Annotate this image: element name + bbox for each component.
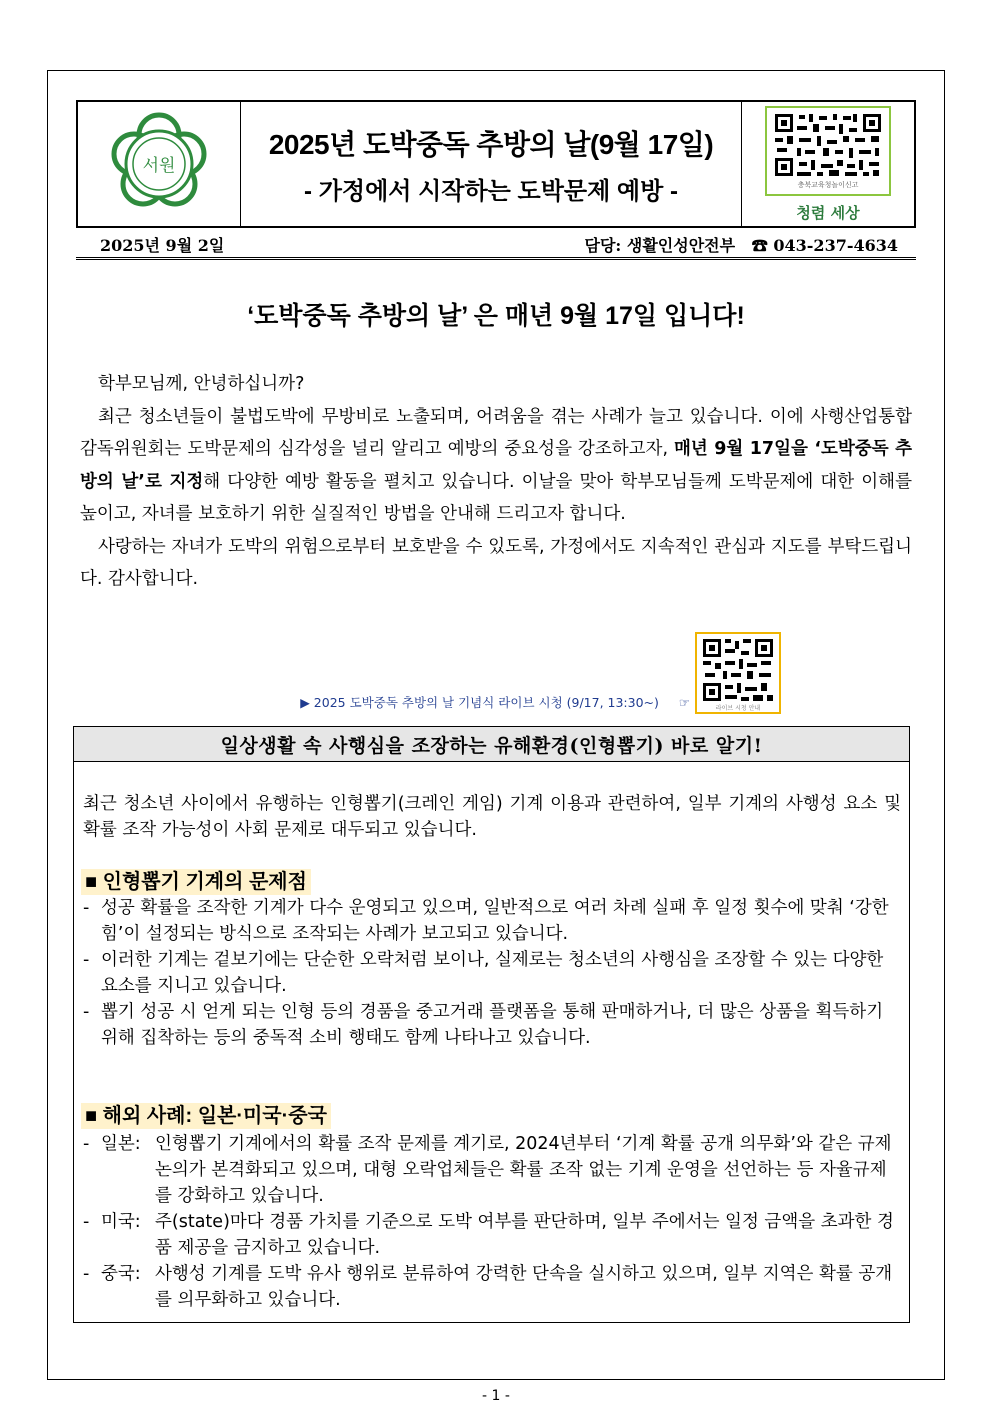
- logo-text: 서원: [142, 156, 176, 176]
- page-subtitle: - 가정에서 시작하는 도박문제 예방 -: [304, 177, 678, 205]
- school-logo: [78, 102, 241, 226]
- headline: ‘도박중독 추방의 날’ 은 매년 9월 17일 입니다!: [247, 302, 745, 330]
- greeting: 학부모님께, 안녕하십니까?: [98, 374, 305, 394]
- title-block: [241, 102, 742, 226]
- letter-paragraph-1: [80, 401, 912, 531]
- list-item: - 이러한 기계는 겉보기에는 단순한 오락처럼 보이나, 실제로는 청소년의 사행심을 조장할 수 있는 다양한 요소를 지니고 있습니다.: [83, 947, 903, 999]
- section-problems-heading: ■ 인형뽑기 기계의 문제점: [81, 869, 311, 895]
- contact-info: [584, 233, 916, 256]
- pointer-icon: ☞: [678, 695, 690, 710]
- p1-emphasis: 매년 9월 17일을 ‘도박중독 추방의 날’로 지정: [80, 439, 912, 492]
- report-qr-frame[interactable]: [765, 106, 891, 196]
- problem-text: 뽑기 성공 시 얻게 되는 인형 등의 경품을 중고거래 플랫폼을 통해 판매하거나, 더 많은 상품을 획득하기 위해 집착하는 등의 중독적 소비 행태도 함께 나타나고 있습니다.: [101, 1002, 884, 1048]
- header-qr-block: [742, 102, 914, 226]
- info-box: [73, 726, 910, 1323]
- country-text: 주(state)마다 경품 가치를 기준으로 도박 여부를 판단하며, 일부 주에서는 일정 금액을 초과한 경품 제공을 금지하고 있습니다.: [155, 1212, 894, 1258]
- department: 담당: 생활인성안전부: [584, 236, 736, 255]
- live-qr-code-icon: [701, 637, 775, 703]
- list-item: - 중국: 사행성 기계를 도박 유사 행위로 분류하여 강력한 단속을 실시하고 있으며, 일부 지역은 확률 공개를 의무화하고 있습니다.: [83, 1261, 903, 1313]
- live-stream-link[interactable]: [0, 693, 690, 711]
- school-emblem-icon: [94, 109, 224, 219]
- list-item: - 성공 확률을 조작한 기계가 다수 운영되고 있으며, 일반적으로 여러 차례 실패 후 일정 횟수에 맞춰 ‘강한 힘’이 설정되는 방식으로 조작되는 사례가 보고되고 있습니다.: [83, 895, 903, 947]
- page-title: 2025년 도박중독 추방의 날(9월 17일): [268, 128, 714, 160]
- list-item: - 뽑기 성공 시 얻게 되는 인형 등의 경품을 중고거래 플랫폼을 통해 판매하거나, 더 많은 상품을 획득하기 위해 집착하는 등의 중독적 소비 행태도 함께 나타나고 있습니다.: [83, 999, 903, 1051]
- qr-caption: 충북교육청놀이신고: [797, 180, 859, 189]
- country-label: 중국:: [101, 1264, 141, 1284]
- phone-icon: ☎: [751, 236, 768, 255]
- info-intro: 최근 청소년 사이에서 유행하는 인형뽑기(크레인 게임) 기계 이용과 관련하여, 일부 기계의 사행성 요소 및 확률 조작 가능성이 사회 문제로 대두되고 있습니다.: [83, 794, 901, 840]
- p1-text-a: 최근 청소년들이 불법도박에 무방비로 노출되며, 어려움을 겪는 사례가 늘고 있습니다. 이에 사행산업통합감독위원회는 도박문제의 심각성을 널리 알리고 예방의 중요성을 강조하고자,: [80, 406, 912, 459]
- overseas-list: [83, 1131, 903, 1313]
- live-qr-frame[interactable]: [695, 632, 781, 714]
- country-label: 미국:: [101, 1212, 141, 1232]
- problem-text: 이러한 기계는 겉보기에는 단순한 오락처럼 보이나, 실제로는 청소년의 사행심을 조장할 수 있는 다양한 요소를 지니고 있습니다.: [101, 950, 884, 996]
- problems-list: [83, 895, 903, 1051]
- country-label: 일본:: [101, 1134, 141, 1154]
- letter-body: [80, 368, 912, 596]
- live-qr-caption: 라이브 시청 안내: [715, 705, 761, 712]
- page-number: - 1 -: [482, 1388, 510, 1404]
- live-stream-text: ▶ 2025 도박중독 추방의 날 기념식 라이브 시청 (9/17, 13:30~): [300, 695, 659, 710]
- country-text: 사행성 기계를 도박 유사 행위로 분류하여 강력한 단속을 실시하고 있으며, 일부 지역은 확률 공개를 의무화하고 있습니다.: [155, 1264, 893, 1310]
- country-text: 인형뽑기 기계에서의 확률 조작 문제를 계기로, 2024년부터 ‘기계 확률 공개 의무화’와 같은 규제 논의가 본격화되고 있으며, 대형 오락업체들은 확률 조작 없는 기계 운영을 선언하는 등 자율규제를 강화하고 있습니다.: [155, 1134, 892, 1206]
- info-title: 일상생활 속 사행심을 조장하는 유해환경(인형뽑기) 바로 알기!: [74, 727, 909, 762]
- qr-code-icon: [773, 112, 883, 178]
- section-overseas-heading: ■ 해외 사례: 일본·미국·중국: [81, 1103, 331, 1129]
- brand-text: 청렴 세상: [796, 203, 860, 222]
- list-item: - 일본: 인형뽑기 기계에서의 확률 조작 문제를 계기로, 2024년부터 ‘기계 확률 공개 의무화’와 같은 규제 논의가 본격화되고 있으며, 대형 오락업체들은 확률 조작 없는 기계 운영을 선언하는 등 자율규제를 강화하고 있습니다.: [83, 1131, 903, 1209]
- phone-number: 043-237-4634: [773, 236, 898, 255]
- list-item: - 미국: 주(state)마다 경품 가치를 기준으로 도박 여부를 판단하며, 일부 주에서는 일정 금액을 초과한 경품 제공을 금지하고 있습니다.: [83, 1209, 903, 1261]
- letter-paragraph-2: 사랑하는 자녀가 도박의 위험으로부터 보호받을 수 있도록, 가정에서도 지속적인 관심과 지도를 부탁드립니다. 감사합니다.: [80, 536, 912, 589]
- integrity-brand: [796, 202, 859, 223]
- meta-row: [76, 232, 916, 260]
- p1-text-c: 해 다양한 예방 활동을 펼치고 있습니다. 이날을 맞아 학부모님들께 도박문제에 대한 이해를 높이고, 자녀를 보호하기 위한 실질적인 방법을 안내해 드리고자 합니다.: [80, 471, 912, 524]
- problem-text: 성공 확률을 조작한 기계가 다수 운영되고 있으며, 일반적으로 여러 차례 실패 후 일정 횟수에 맞춰 ‘강한 힘’이 설정되는 방식으로 조작되는 사례가 보고되고 있습니다.: [101, 898, 889, 944]
- newsletter-header: [76, 100, 916, 228]
- issue-date: 2025년 9월 2일: [100, 236, 225, 255]
